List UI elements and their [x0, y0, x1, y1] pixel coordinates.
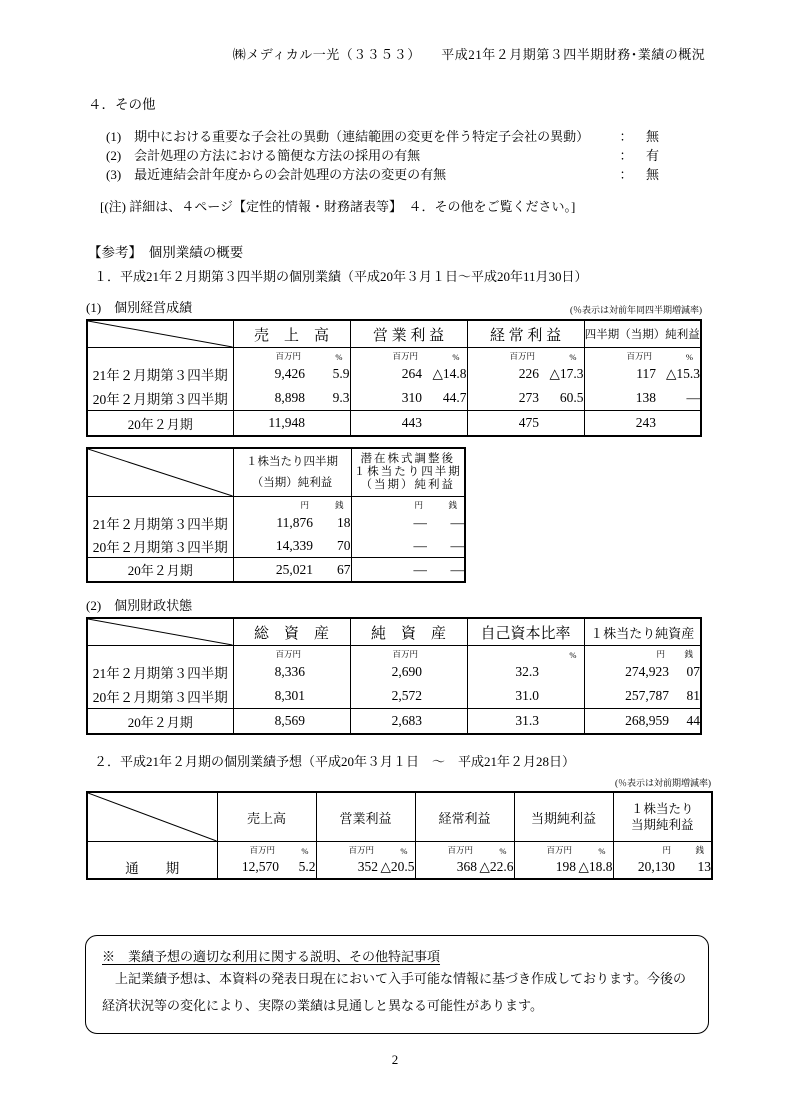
- value-cell: ―: [450, 537, 464, 553]
- item-label: (3) 最近連結会計年度からの会計処理の方法の変更の有無: [106, 167, 447, 182]
- value-cell: [305, 709, 350, 735]
- value-cell: 243: [584, 411, 656, 437]
- value-cell: 2,690: [350, 660, 422, 684]
- unit-cell: 百万円: [316, 842, 378, 857]
- section4-note: [(注) 詳細は、４ページ【定性的情報・財務諸表等】 ４．その他をご覧ください。]: [100, 199, 576, 214]
- value-cell: ―: [686, 390, 700, 405]
- diagonal-line-icon: [88, 321, 233, 347]
- value-cell: 31.0: [467, 684, 539, 709]
- section1-title: １．平成21年２月期第３四半期の個別業績（平成20年３月１日～平成20年11月30日）: [94, 269, 588, 284]
- value-cell: △22.6: [479, 859, 514, 874]
- col-header-ordinary-income: 経 常 利 益: [467, 320, 584, 348]
- value-cell: [539, 684, 584, 709]
- value-cell: 25,021: [233, 558, 313, 583]
- row-header: 20年２月期第３四半期: [92, 690, 228, 705]
- value-cell: 13: [697, 859, 711, 874]
- unit-cell: 百万円: [233, 646, 305, 661]
- row-header: 20年２月期: [87, 558, 233, 583]
- value-cell: 443: [350, 411, 422, 437]
- diagonal-cell: [87, 448, 233, 497]
- unit-cell: 円: [613, 842, 675, 857]
- table1-note: (％表示は対前年同四半期増減率): [570, 305, 702, 315]
- unit-cell: 円: [584, 646, 669, 661]
- value-cell: [422, 411, 467, 437]
- value-cell: ―: [450, 514, 464, 530]
- value-cell: 60.5: [559, 390, 584, 405]
- page-number: 2: [391, 1052, 399, 1067]
- value-cell: △14.8: [432, 366, 467, 381]
- value-cell: [305, 660, 350, 684]
- value-cell: 07: [686, 664, 700, 679]
- list-item: [106, 127, 672, 146]
- table3-label: (2) 個別財政状態: [86, 598, 193, 613]
- value-cell: 12,570: [217, 856, 279, 879]
- unit-cell: [305, 646, 350, 661]
- diagonal-line-icon: [88, 793, 217, 841]
- header-line: １株当たり四半期: [246, 455, 338, 468]
- row-header: 20年２月期第３四半期: [92, 539, 228, 555]
- col-header-eps: [233, 448, 351, 497]
- item-colon: ：: [619, 129, 633, 144]
- header-line: 潜在株式調整後: [360, 453, 455, 465]
- unit-cell: [87, 497, 233, 512]
- value-cell: 44.7: [442, 390, 467, 405]
- item-value: 無: [646, 167, 660, 182]
- value-cell: 81: [686, 688, 700, 703]
- value-cell: 11,876: [233, 511, 313, 534]
- value-cell: ―: [351, 534, 427, 558]
- item-label: (1) 期中における重要な子会社の異動（連結範囲の変更を伴う特定子会社の異動）: [106, 129, 590, 144]
- disclaimer-line: 上記業績予想は、本資料の発表日現在において入手可能な情報に基づき作成しております。今後の: [102, 971, 686, 986]
- value-cell: ―: [427, 558, 465, 583]
- unit-cell: 百万円: [233, 348, 305, 363]
- value-cell: 9.3: [332, 390, 350, 405]
- section4-item-list: [106, 127, 790, 184]
- diagonal-cell: [87, 320, 233, 348]
- value-cell: 8,898: [233, 386, 305, 411]
- row-header: 20年２月期: [87, 411, 233, 437]
- unit-cell: %: [598, 846, 606, 856]
- value-cell: 9,426: [233, 362, 305, 386]
- col-header-net-assets: 純 資 産: [350, 618, 467, 646]
- unit-cell: %: [569, 352, 577, 362]
- value-cell: △18.8: [578, 859, 613, 874]
- table3-label-row: [86, 595, 702, 614]
- row-header: 21年２月期第３四半期: [92, 368, 228, 383]
- table-financial-position: [86, 617, 702, 735]
- list-item: [106, 146, 672, 165]
- value-cell: 268,959: [584, 709, 669, 735]
- diagonal-line-icon: [88, 449, 233, 496]
- table-operating-results: [86, 319, 702, 437]
- col-header-eps: [613, 792, 712, 842]
- unit-cell: %: [685, 352, 693, 362]
- value-cell: 5.9: [332, 366, 350, 381]
- col-header-diluted-eps: [351, 448, 465, 497]
- value-cell: 8,301: [233, 684, 305, 709]
- value-cell: 70: [337, 537, 351, 553]
- col-header-net-assets-per-share: １株当たり純資産: [584, 618, 701, 646]
- col-header-operating-income: 営 業 利 益: [350, 320, 467, 348]
- unit-cell: 百万円: [514, 842, 576, 857]
- unit-cell: 百万円: [217, 842, 279, 857]
- value-cell: 11,948: [233, 411, 305, 437]
- value-cell: △20.5: [380, 859, 415, 874]
- value-cell: 31.3: [467, 709, 539, 735]
- value-cell: 20,130: [613, 856, 675, 879]
- value-cell: ―: [351, 511, 427, 534]
- value-cell: △17.3: [549, 366, 584, 381]
- unit-cell: [87, 842, 217, 857]
- unit-cell: 銭: [334, 500, 344, 510]
- document-header-title: ㈱メディカル一光（３３５３） 平成21年２月期第３四半期財務･業績の概況: [232, 47, 706, 62]
- value-cell: 117: [584, 362, 656, 386]
- col-header-net-income: 当期純利益: [514, 792, 613, 842]
- value-cell: [305, 684, 350, 709]
- row-header: 20年２月期第３四半期: [92, 392, 228, 407]
- value-cell: 310: [350, 386, 422, 411]
- value-cell: 198: [514, 856, 576, 879]
- row-header: 21年２月期第３四半期: [92, 666, 228, 681]
- value-cell: 14,339: [233, 534, 313, 558]
- value-cell: 264: [350, 362, 422, 386]
- row-header: 20年２月期: [87, 709, 233, 735]
- unit-cell: [87, 348, 233, 363]
- table-forecast: [86, 791, 713, 880]
- value-cell: 67: [313, 558, 351, 583]
- unit-cell: 百万円: [467, 348, 539, 363]
- value-cell: 2,572: [350, 684, 422, 709]
- unit-cell: %: [499, 846, 507, 856]
- unit-cell: 銭: [448, 500, 457, 510]
- value-cell: ―: [351, 558, 427, 583]
- col-header-operating-income: 営業利益: [316, 792, 415, 842]
- unit-cell: 円: [233, 497, 313, 512]
- unit-cell: %: [452, 352, 460, 362]
- unit-cell: [467, 646, 539, 661]
- item-value: 無: [646, 129, 660, 144]
- unit-cell: 百万円: [584, 348, 656, 363]
- value-cell: 5.2: [298, 859, 316, 874]
- value-cell: 32.3: [467, 660, 539, 684]
- unit-cell: 百万円: [350, 646, 422, 661]
- row-header: 通 期: [125, 861, 180, 876]
- diagonal-line-icon: [88, 619, 233, 645]
- value-cell: [656, 411, 701, 437]
- table1-label: (1) 個別経営成績: [86, 300, 193, 315]
- unit-cell: [422, 646, 467, 661]
- header-line: １株当たり: [630, 802, 694, 816]
- forecast-disclaimer-box: [85, 935, 709, 1034]
- value-cell: [422, 660, 467, 684]
- row-header: 21年２月期第３四半期: [92, 516, 228, 532]
- item-colon: ：: [619, 167, 633, 182]
- header-line: （当期）純利益: [360, 479, 455, 491]
- value-cell: △15.3: [665, 366, 700, 381]
- value-cell: 226: [467, 362, 539, 386]
- unit-cell: 円: [351, 497, 427, 512]
- unit-cell: %: [335, 352, 343, 362]
- list-item: [106, 165, 672, 184]
- col-header-sales: 売 上 高: [233, 320, 350, 348]
- value-cell: 352: [316, 856, 378, 879]
- header-line: 当期純利益: [630, 818, 694, 832]
- value-cell: 44: [669, 709, 701, 735]
- col-header-equity-ratio: 自己資本比率: [467, 618, 584, 646]
- table4-note: (％表示は対前期増減率): [615, 778, 711, 788]
- value-cell: [539, 709, 584, 735]
- value-cell: 2,683: [350, 709, 422, 735]
- table-per-share-income: [86, 447, 466, 583]
- table4-note-row: [86, 774, 711, 790]
- unit-cell: %: [569, 650, 577, 660]
- value-cell: 138: [584, 386, 656, 411]
- item-colon: ：: [619, 148, 633, 163]
- col-header-sales: 売上高: [217, 792, 316, 842]
- value-cell: [305, 411, 350, 437]
- unit-cell: 銭: [684, 649, 693, 659]
- unit-cell: 銭: [695, 845, 704, 855]
- value-cell: 8,336: [233, 660, 305, 684]
- unit-cell: %: [301, 846, 309, 856]
- unit-cell: %: [400, 846, 408, 856]
- item-value: 有: [646, 148, 660, 163]
- value-cell: 8,569: [233, 709, 305, 735]
- disclaimer-line: 経済状況等の変化により、実際の業績は見通しと異なる可能性があります。: [102, 998, 543, 1013]
- section4-heading: ４．その他: [88, 97, 156, 112]
- col-header-total-assets: 総 資 産: [233, 618, 350, 646]
- col-header-net-income: 四半期（当期）純利益: [584, 320, 701, 348]
- value-cell: [539, 660, 584, 684]
- value-cell: [422, 709, 467, 735]
- header-line: １株当たり四半期: [353, 466, 462, 478]
- value-cell: 257,787: [584, 684, 669, 709]
- col-header-ordinary-income: 経常利益: [415, 792, 514, 842]
- header-line: （当期）純利益: [251, 476, 333, 489]
- value-cell: 368: [415, 856, 477, 879]
- value-cell: 273: [467, 386, 539, 411]
- value-cell: [422, 684, 467, 709]
- diagonal-cell: [87, 792, 217, 842]
- value-cell: [539, 411, 584, 437]
- item-label: (2) 会計処理の方法における簡便な方法の採用の有無: [106, 148, 421, 163]
- reference-heading: 【参考】 個別業績の概要: [88, 245, 244, 260]
- value-cell: 274,923: [584, 660, 669, 684]
- disclaimer-title: ※ 業績予想の適切な利用に関する説明、その他特記事項: [102, 949, 441, 964]
- table1-label-row: [86, 297, 702, 316]
- unit-cell: 百万円: [350, 348, 422, 363]
- unit-cell: 百万円: [415, 842, 477, 857]
- section2-title: ２．平成21年２月期の個別業績予想（平成20年３月１日 ～ 平成21年２月28日）: [94, 754, 576, 769]
- value-cell: 475: [467, 411, 539, 437]
- value-cell: 18: [337, 514, 351, 530]
- diagonal-cell: [87, 618, 233, 646]
- unit-cell: [87, 646, 233, 661]
